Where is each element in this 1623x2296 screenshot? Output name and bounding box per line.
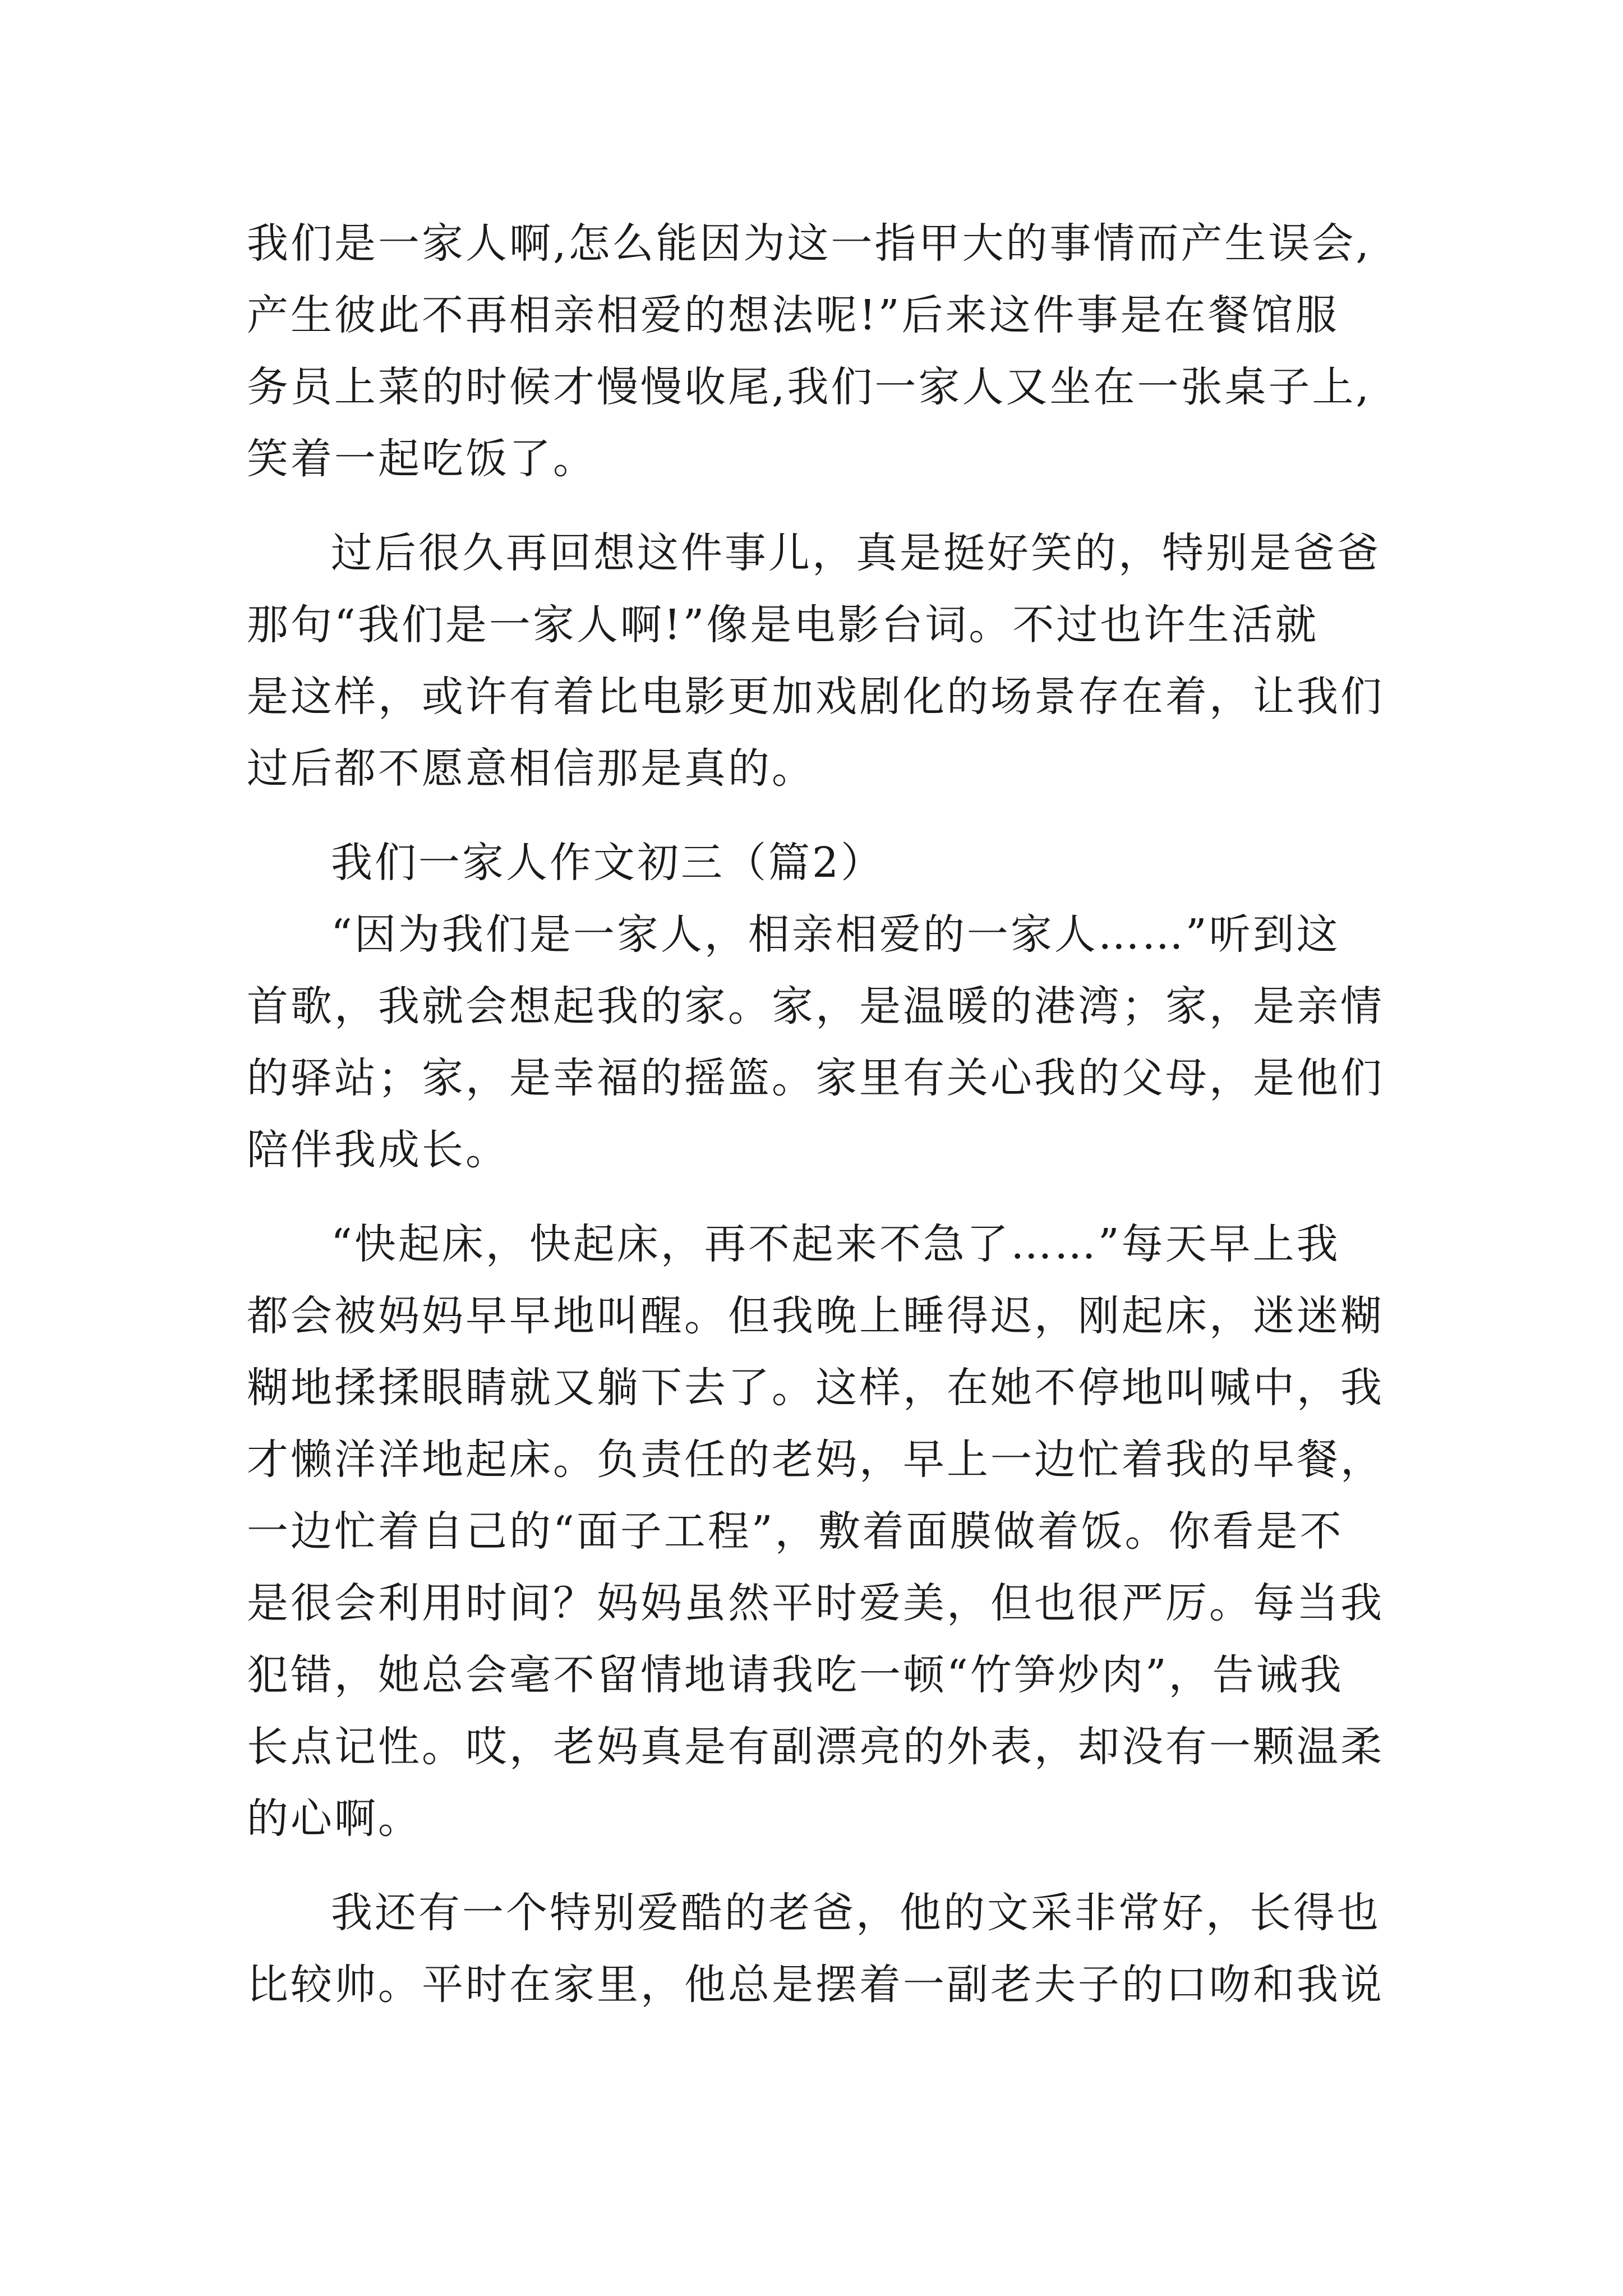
text-line: 务员上菜的时候才慢慢收尾,我们一家人又坐在一张桌子上, — [247, 363, 1372, 411]
text-line: 是很会利用时间？妈妈虽然平时爱美，但也很严厉。每当我 — [247, 1579, 1384, 1627]
text-line: 那句“我们是一家人啊!”像是电影台词。不过也许生活就 — [247, 601, 1319, 649]
text-line: 首歌，我就会想起我的家。家，是温暖的港湾；家，是亲情 — [247, 982, 1384, 1030]
paragraph — [247, 208, 1424, 495]
text-line: 的驿站；家，是幸福的摇篮。家里有关心我的父母，是他们 — [247, 1054, 1384, 1102]
paragraph — [247, 1208, 1424, 1855]
text-line: 陪伴我成长。 — [247, 1126, 509, 1174]
paragraph — [247, 899, 1424, 1186]
text-line: 犯错，她总会毫不留情地请我吃一顿“竹笋炒肉”，告诫我 — [247, 1651, 1344, 1699]
paragraph — [247, 1877, 1424, 2021]
text-line: 过后都不愿意相信那是真的。 — [247, 744, 815, 793]
text-line: 长点记性。哎，老妈真是有副漂亮的外表，却没有一颗温柔 — [247, 1723, 1384, 1771]
text-line: 过后很久再回想这件事儿，真是挺好笑的，特别是爸爸 — [331, 529, 1381, 577]
text-line: 我们是一家人啊,怎么能因为这一指甲大的事情而产生误会, — [247, 219, 1372, 268]
text-line: 是这样，或许有着比电影更加戏剧化的场景存在着，让我们 — [247, 673, 1384, 721]
paragraph — [247, 517, 1424, 804]
text-line: 比较帅。平时在家里，他总是摆着一副老夫子的口吻和我说 — [247, 1961, 1384, 2009]
text-line: 的心啊。 — [247, 1795, 422, 1843]
text-line: 一边忙着自己的“面子工程”，敷着面膜做着饭。你看是不 — [247, 1507, 1344, 1556]
text-line: “快起床，快起床，再不起来不急了……”每天早上我 — [331, 1220, 1340, 1268]
text-line: 糊地揉揉眼睛就又躺下去了。这样，在她不停地叫喊中，我 — [247, 1364, 1384, 1412]
text-line: 产生彼此不再相亲相爱的想法呢!”后来这件事是在餐馆服 — [247, 291, 1339, 339]
section-heading — [247, 827, 1424, 899]
text-line: 我还有一个特别爱酷的老爸，他的文采非常好，长得也 — [331, 1889, 1381, 1937]
document-body — [247, 208, 1424, 2021]
text-line: 笑着一起吃饭了。 — [247, 435, 597, 483]
text-line: 都会被妈妈早早地叫醒。但我晚上睡得迟，刚起床，迷迷糊 — [247, 1292, 1384, 1340]
text-line: “因为我们是一家人，相亲相爱的一家人……”听到这 — [331, 910, 1340, 959]
section-heading-text: 我们一家人作文初三（篇2） — [331, 839, 885, 887]
text-line: 才懒洋洋地起床。负责任的老妈，早上一边忙着我的早餐， — [247, 1435, 1384, 1484]
